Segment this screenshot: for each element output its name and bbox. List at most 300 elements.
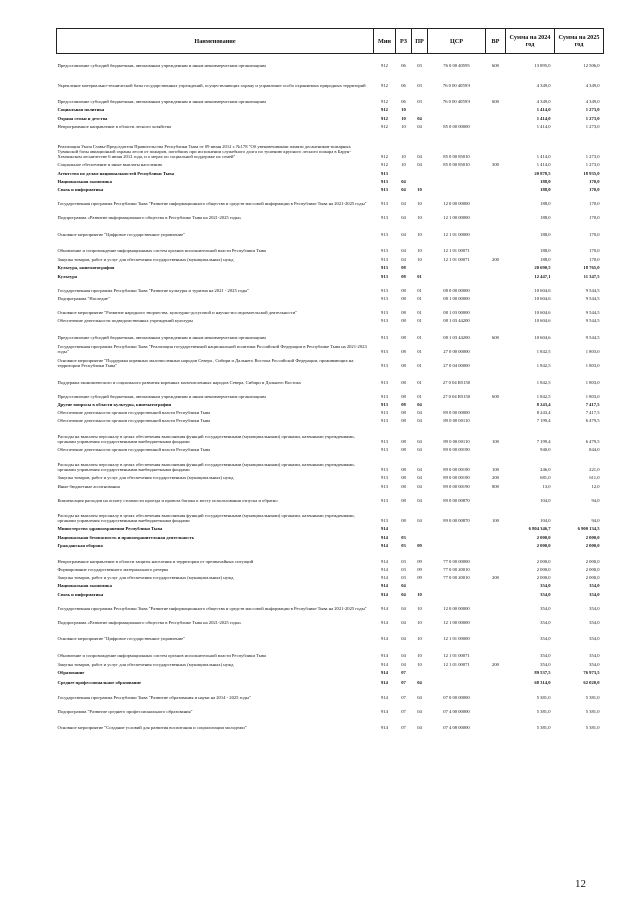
table-cell-csr: 27 0 00 00000 — [443, 349, 470, 355]
table-cell-sum-2025: 9 544,5 — [585, 310, 600, 316]
table-cell-csr: 85 0 00 00000 — [443, 123, 470, 129]
table-row — [57, 675, 604, 685]
table-cell-csr: 27 0 04 R5150 — [442, 379, 471, 385]
table-row — [57, 686, 604, 700]
header-sum-2024: Сумма на 2024 год — [506, 29, 555, 54]
table-row — [57, 54, 604, 68]
table-cell-sum-2025: 4 349,0 — [585, 99, 600, 105]
table-row — [57, 611, 604, 625]
table-cell-sum-2024: 68 314,0 — [534, 680, 551, 686]
table-cell-vr — [486, 523, 506, 531]
table-cell-name: Охрана семьи и детства — [57, 115, 108, 121]
table-row — [57, 452, 604, 472]
table-cell-name: Гражданская оборона — [57, 542, 103, 548]
table-cell-csr: 89 0 00 00190 — [443, 483, 470, 489]
table-cell-name: Социальное обеспечение и иные выплаты населению — [57, 162, 163, 168]
table-cell-rz: 04 — [401, 620, 406, 626]
table-cell-sum-2025: 170,0 — [589, 257, 600, 263]
table-cell-csr: 89 0 00 00000 — [443, 410, 470, 416]
table-cell-name: Государственная программа Республики Тыва "Развитие информационного общества и средств массовой информации в Республике Тыва на 2021-2025 годы" — [57, 605, 367, 611]
table-cell-sum-2024: 20 878,5 — [534, 170, 551, 176]
table-cell-vr: 100 — [492, 467, 499, 473]
table-cell-min: 912 — [381, 82, 388, 88]
table-cell-rz: 03 — [401, 575, 406, 581]
table-row — [57, 192, 604, 206]
table-cell-vr — [486, 700, 506, 714]
table-cell-pr: 01 — [417, 273, 422, 279]
table-cell-sum-2025: 18 765,0 — [583, 265, 600, 271]
table-cell-sum-2025: 170,0 — [589, 201, 600, 207]
table-cell-min: 913 — [381, 483, 388, 489]
table-cell-min: 913 — [381, 257, 388, 263]
table-cell-vr: 600 — [492, 62, 499, 68]
table-cell-name: Подпрограмма "Развитие среднего профессионального образования" — [57, 708, 193, 714]
table-row — [57, 714, 604, 730]
table-cell-name: Реализация Указа Главы-Председателя Правительства Республики Тыва от 09 июня 2012 г. №178 "Об увековечивании памяти десантников-пожарных Тувинской базы авиационной охраны лесов от пожаров, погибших при исполнении служебного долга по тушению крупного лесного пожара в Барун-Хемчикском лесничестве 6 июня 2012 года, и о мерах по социальной поддержке их семей" — [57, 143, 351, 160]
table-cell-vr: 600 — [492, 99, 499, 105]
header-sum-2025: Сумма на 2025 год — [555, 29, 604, 54]
table-cell-sum-2024: 8 243,4 — [536, 402, 551, 408]
table-cell-sum-2025: 354,0 — [589, 652, 600, 658]
table-cell-csr: 12 1 01 00071 — [443, 257, 470, 263]
table-cell-csr — [428, 667, 486, 675]
table-cell-sum-2024: 104,0 — [540, 518, 551, 524]
table-cell-pr: 01 — [417, 310, 422, 316]
table-cell-vr — [486, 540, 506, 548]
table-row — [57, 68, 604, 88]
table-cell-rz: 08 — [401, 287, 406, 293]
table-cell-rz: 04 — [401, 652, 406, 658]
table-cell-vr — [486, 714, 506, 730]
table-cell-vr — [486, 301, 506, 315]
table-cell-sum-2025: 1 803,0 — [585, 393, 600, 399]
table-cell-sum-2024: 5 381,0 — [536, 708, 551, 714]
table-cell-sum-2025: 1 273,0 — [585, 154, 600, 160]
table-cell-rz: 04 — [401, 215, 406, 221]
table-cell-pr: 10 — [417, 620, 422, 626]
table-cell-min: 913 — [381, 318, 388, 324]
table-cell-sum-2025: 354,0 — [589, 591, 600, 597]
table-cell-sum-2024: 354,0 — [540, 620, 551, 626]
table-row — [57, 503, 604, 523]
table-cell-name: Иные бюджетные ассигнования — [57, 483, 120, 489]
table-cell-csr — [428, 540, 486, 548]
table-cell-pr: 01 — [417, 393, 422, 399]
table-cell-vr — [486, 625, 506, 641]
table-cell-sum-2024: 8 243,4 — [536, 410, 551, 416]
table-cell-sum-2025: 12,0 — [591, 483, 600, 489]
table-row — [57, 444, 604, 452]
table-cell-rz — [396, 523, 412, 531]
table-row — [57, 523, 604, 531]
table-cell-rz: 08 — [401, 483, 406, 489]
table-cell-sum-2024: 2 000,0 — [536, 575, 551, 581]
table-cell-sum-2025: 1 803,0 — [585, 363, 600, 369]
table-cell-pr: 10 — [417, 201, 422, 207]
table-cell-name: Подпрограмма «Развитие информационного общества в Республике Тыва на 2021-2025 годы» — [57, 620, 242, 626]
table-cell-rz: 08 — [401, 497, 406, 503]
table-cell-sum-2025: 94,0 — [591, 497, 600, 503]
table-cell-csr: 89 0 00 00870 — [443, 518, 470, 524]
table-cell-sum-2024: 188,0 — [540, 231, 551, 237]
table-cell-sum-2024: 1 414,0 — [536, 154, 551, 160]
table-cell-pr: 04 — [417, 725, 422, 731]
table-cell-sum-2024: 354,0 — [540, 583, 551, 589]
table-row — [57, 221, 604, 237]
table-cell-sum-2025: 6 479,5 — [585, 418, 600, 424]
table-cell-csr: 08 1 03 44200 — [443, 334, 470, 340]
table-cell-min: 912 — [381, 107, 388, 113]
table-cell-min: 913 — [381, 438, 388, 444]
table-body — [57, 54, 604, 731]
table-cell-rz: 08 — [401, 467, 406, 473]
table-row — [57, 315, 604, 323]
table-cell-min: 914 — [381, 567, 388, 573]
table-cell-sum-2024: 4 349,0 — [536, 99, 551, 105]
table-row — [57, 301, 604, 315]
header-min: Мин — [374, 29, 396, 54]
table-cell-name: Предоставление субсидий бюджетным, автономным учреждениям и иным некоммерческим организациям — [57, 62, 266, 68]
table-row — [57, 489, 604, 503]
table-cell-pr: 04 — [417, 467, 422, 473]
table-cell-vr — [486, 686, 506, 700]
table-cell-csr: 08 0 00 00000 — [443, 287, 470, 293]
table-cell-rz: 08 — [401, 363, 406, 369]
table-row — [57, 206, 604, 220]
table-cell-rz: 08 — [401, 418, 406, 424]
table-cell-sum-2025: 18 935,0 — [583, 170, 600, 176]
table-cell-csr — [428, 104, 486, 112]
table-cell-sum-2025: 354,0 — [589, 636, 600, 642]
table-row — [57, 564, 604, 572]
table-cell-name: Закупка товаров, работ и услуг для обеспечения государственных (муниципальных) нужд — [57, 575, 234, 581]
table-cell-csr: 89 0 00 00870 — [443, 497, 470, 503]
table-cell-csr: 77 0 00 20010 — [443, 567, 470, 573]
table-cell-rz: 08 — [401, 318, 406, 324]
table-cell-pr: 03 — [417, 82, 422, 88]
table-cell-sum-2024: 1 414,0 — [536, 115, 551, 121]
table-cell-pr: 10 — [417, 661, 422, 667]
table-row — [57, 407, 604, 415]
table-cell-rz: 07 — [401, 680, 406, 686]
table-cell-csr: 12 1 01 00071 — [443, 652, 470, 658]
table-cell-min: 913 — [381, 215, 388, 221]
table-cell-sum-2025: 5 381,0 — [585, 694, 600, 700]
table-row — [57, 481, 604, 489]
table-cell-pr: 01 — [417, 318, 422, 324]
table-cell-name: Предоставление субсидий бюджетным, автономным учреждениям и иным некоммерческим организациям — [57, 393, 266, 399]
table-cell-rz: 04 — [401, 186, 406, 192]
table-cell-rz: 04 — [401, 583, 406, 589]
table-cell-csr: 76 0 00 4059Э — [442, 82, 471, 88]
table-cell-pr: 10 — [417, 636, 422, 642]
table-cell-sum-2025: 7 417,5 — [585, 410, 600, 416]
table-cell-name: Предоставление субсидий бюджетным, автономным учреждениям и иным некоммерческим организациям — [57, 334, 266, 340]
table-cell-min: 913 — [381, 296, 388, 302]
table-row — [57, 368, 604, 384]
table-cell-pr — [412, 581, 428, 589]
table-cell-min: 913 — [381, 178, 388, 184]
table-cell-sum-2025: 221,0 — [589, 467, 600, 473]
table-cell-pr: 04 — [417, 123, 422, 129]
table-cell-vr — [486, 368, 506, 384]
table-cell-min: 914 — [381, 526, 388, 532]
table-cell-min: 913 — [381, 349, 388, 355]
table-cell-pr: 10 — [417, 652, 422, 658]
table-cell-sum-2025: 2 000,0 — [585, 534, 600, 540]
table-cell-pr: 04 — [417, 418, 422, 424]
table-cell-sum-2025: 9 544,5 — [585, 334, 600, 340]
table-cell-min: 913 — [381, 410, 388, 416]
table-cell-vr: 600 — [492, 334, 499, 340]
table-cell-min: 912 — [381, 162, 388, 168]
table-cell-min: 913 — [381, 518, 388, 524]
table-cell-rz: 08 — [401, 410, 406, 416]
table-cell-vr — [486, 589, 506, 597]
table-cell-pr — [412, 532, 428, 540]
table-cell-sum-2025: 76 973,5 — [583, 670, 600, 676]
table-cell-min: 914 — [381, 636, 388, 642]
table-cell-pr: 01 — [417, 363, 422, 369]
table-cell-sum-2025: 2 000,0 — [585, 567, 600, 573]
table-cell-sum-2024: 188,0 — [540, 186, 551, 192]
table-row — [57, 642, 604, 658]
table-cell-pr: 04 — [417, 115, 422, 121]
table-cell-name: Национальная безопасность и правоохранительная деятельность — [57, 534, 195, 540]
table-cell-name: Основное мероприятие "Цифровое государственное управление" — [57, 231, 186, 237]
header-pr: ПР — [412, 29, 428, 54]
table-cell-sum-2025: 1 273,0 — [585, 115, 600, 121]
table-row — [57, 113, 604, 121]
table-cell-vr — [486, 597, 506, 611]
table-cell-pr: 04 — [417, 446, 422, 452]
table-cell-sum-2025: 354,0 — [589, 620, 600, 626]
table-cell-vr — [486, 415, 506, 423]
table-cell-sum-2025: 1 273,0 — [585, 162, 600, 168]
table-cell-min: 914 — [381, 652, 388, 658]
table-cell-min: 914 — [381, 542, 388, 548]
table-cell-pr: 10 — [417, 215, 422, 221]
table-cell-name: Расходы на выплаты персоналу в целях обеспечения выполнения функций государственными (муниципальными) органами, казенными учреждениями, органами управления государственными внебюджетными фондами — [57, 433, 355, 444]
table-cell-vr — [486, 532, 506, 540]
table-cell-min: 912 — [381, 123, 388, 129]
table-cell-min: 913 — [381, 201, 388, 207]
table-cell-sum-2024: 10 604,6 — [534, 287, 551, 293]
table-cell-min: 914 — [381, 708, 388, 714]
table-cell-sum-2025: 844,0 — [589, 446, 600, 452]
table-cell-sum-2024: 1 842,5 — [536, 393, 551, 399]
table-cell-name: Основное мероприятие "Создание условий для развития воспитания и социализации молодежи" — [57, 725, 247, 731]
table-cell-pr — [412, 667, 428, 675]
table-cell-pr: 09 — [417, 542, 422, 548]
table-cell-vr: 800 — [492, 483, 499, 489]
table-cell-pr: 04 — [417, 154, 422, 160]
table-cell-name: Государственная программа Республики Тыва "Развитие информационного общества и средств массовой информации в Республике Тыва на 2021-2025 годы" — [57, 201, 367, 207]
table-cell-min: 913 — [381, 379, 388, 385]
page-number: 12 — [575, 878, 586, 890]
table-cell-pr — [412, 168, 428, 176]
table-cell-min: 912 — [381, 99, 388, 105]
table-cell-sum-2024: 188,0 — [540, 178, 551, 184]
table-cell-pr: 10 — [417, 605, 422, 611]
table-cell-rz: 04 — [401, 636, 406, 642]
table-cell-vr — [486, 176, 506, 184]
table-cell-csr: 77 0 00 00000 — [443, 559, 470, 565]
table-row — [57, 121, 604, 129]
table-cell-min: 913 — [381, 170, 388, 176]
table-cell-sum-2024: 10 604,6 — [534, 310, 551, 316]
table-cell-name: Обеспечение деятельности органов государственной власти Республики Тыва — [57, 418, 211, 424]
table-cell-sum-2024: 1 414,0 — [536, 123, 551, 129]
table-cell-vr — [486, 192, 506, 206]
table-cell-sum-2024: 354,0 — [540, 605, 551, 611]
table-row — [57, 253, 604, 262]
table-cell-csr — [428, 262, 486, 270]
table-cell-csr: 12 1 01 00000 — [443, 231, 470, 237]
table-cell-vr — [486, 340, 506, 354]
table-cell-csr: 89 0 00 00190 — [443, 467, 470, 473]
table-cell-sum-2024: 188,0 — [540, 215, 551, 221]
table-cell-sum-2024: 188,0 — [540, 248, 551, 254]
table-cell-rz: 07 — [401, 725, 406, 731]
table-row — [57, 424, 604, 444]
table-cell-rz: 04 — [401, 248, 406, 254]
table-cell-sum-2024: 1 414,0 — [536, 162, 551, 168]
table-cell-min: 914 — [381, 605, 388, 611]
table-cell-min: 913 — [381, 273, 388, 279]
table-cell-vr: 200 — [492, 257, 499, 263]
table-cell-name: Основное мероприятие "Поддержка коренных малочисленных народов Севера , Сибири и Дальнего Востока Российской Федерации, проживающих на территории Республики Тыва" — [57, 358, 354, 369]
table-cell-sum-2024: 6 804 346,7 — [528, 526, 551, 532]
table-cell-rz: 10 — [401, 123, 406, 129]
table-cell-sum-2025: 611,0 — [589, 475, 600, 481]
table-cell-rz: 08 — [401, 265, 406, 271]
table-cell-pr — [412, 176, 428, 184]
table-cell-vr: 600 — [492, 393, 499, 399]
table-cell-sum-2024: 2 000,0 — [536, 567, 551, 573]
table-cell-min: 912 — [381, 62, 388, 68]
table-cell-name: Основное мероприятие "Развитие народного творчества, культурно-досуговой и научно-исследовательской деятельности" — [57, 310, 297, 316]
table-cell-sum-2024: 2 000,0 — [536, 542, 551, 548]
table-cell-min: 913 — [381, 265, 388, 271]
table-cell-vr — [486, 667, 506, 675]
table-cell-min: 913 — [381, 402, 388, 408]
table-cell-csr — [428, 532, 486, 540]
table-cell-min: 914 — [381, 575, 388, 581]
table-cell-rz: 03 — [401, 559, 406, 565]
table-cell-sum-2025: 62 020,0 — [583, 680, 600, 686]
table-cell-min: 914 — [381, 694, 388, 700]
table-cell-vr — [486, 113, 506, 121]
table-cell-name: Обеспечение деятельности подведомственных учреждений культуры — [57, 318, 193, 324]
table-cell-csr: 12 1 01 00000 — [443, 636, 470, 642]
table-cell-sum-2025: 4 349,0 — [585, 82, 600, 88]
table-cell-csr — [428, 523, 486, 531]
header-rz: РЗ — [396, 29, 412, 54]
table-cell-csr — [428, 168, 486, 176]
table-cell-vr — [486, 68, 506, 88]
table-cell-csr: 89 0 00 00110 — [443, 438, 470, 444]
table-cell-sum-2024: 89 537,5 — [534, 670, 551, 676]
table-cell-vr — [486, 611, 506, 625]
table-cell-csr: 12 0 00 00000 — [443, 201, 470, 207]
table-cell-rz: 03 — [401, 534, 406, 540]
table-row — [57, 385, 604, 399]
table-cell-vr — [486, 168, 506, 176]
table-cell-csr — [428, 589, 486, 597]
table-cell-vr: 200 — [492, 475, 499, 481]
table-cell-sum-2024: 10 604,6 — [534, 296, 551, 302]
table-cell-min: 914 — [381, 583, 388, 589]
table-cell-csr: 08 1 00 00000 — [443, 296, 470, 302]
table-cell-sum-2024: 104,0 — [540, 497, 551, 503]
table-row — [57, 472, 604, 480]
table-cell-min: 913 — [381, 186, 388, 192]
table-cell-name: Подпрограмма "Наследие" — [57, 296, 110, 302]
table-cell-sum-2025: 1 273,0 — [585, 107, 600, 113]
table-cell-rz: 06 — [401, 82, 406, 88]
table-cell-rz: 04 — [401, 231, 406, 237]
budget-sheet — [56, 28, 603, 730]
table-cell-rz: 08 — [401, 475, 406, 481]
table-cell-csr: 27 0 04 00000 — [443, 363, 470, 369]
table-cell-sum-2024: 354,0 — [540, 591, 551, 597]
table-cell-pr: 10 — [417, 231, 422, 237]
table-cell-csr: 08 1 03 44200 — [443, 318, 470, 324]
table-cell-sum-2025: 354,0 — [589, 605, 600, 611]
header-name: Наименование — [57, 29, 374, 54]
table-cell-min: 913 — [381, 334, 388, 340]
table-cell-csr: 76 0 00 4059Э — [442, 99, 471, 105]
table-cell-min: 914 — [381, 661, 388, 667]
table-cell-sum-2024: 2 000,0 — [536, 534, 551, 540]
table-cell-name: Обновление и сопровождение информационных систем органов исполнительной власти Республики Тыва — [57, 248, 266, 254]
table-cell-pr: 10 — [417, 591, 422, 597]
table-row — [57, 667, 604, 675]
table-cell-csr — [428, 399, 486, 407]
table-row — [57, 340, 604, 354]
table-cell-sum-2024: 20 690,5 — [534, 265, 551, 271]
table-cell-csr: 12 1 01 00071 — [443, 248, 470, 254]
table-cell-vr — [486, 354, 506, 368]
table-cell-min: 914 — [381, 559, 388, 565]
table-cell-name: Агентство по делам национальностей Республики Тыва — [57, 170, 175, 176]
table-cell-rz: 04 — [401, 591, 406, 597]
table-cell-sum-2025: 7 417,5 — [585, 402, 600, 408]
table-cell-sum-2025: 170,0 — [589, 248, 600, 254]
table-cell-vr — [486, 399, 506, 407]
table-cell-sum-2024: 354,0 — [540, 636, 551, 642]
table-cell-pr: 04 — [417, 708, 422, 714]
table-cell-vr — [486, 271, 506, 279]
table-cell-name: Государственная программа Республики Тыва "Реализация государственной национальной политики Российской Федерации в Республике Тыва на 2021-2023 годы" — [57, 343, 367, 355]
table-cell-csr: 07 0 00 00000 — [443, 694, 470, 700]
table-row — [57, 279, 604, 293]
table-cell-pr: 04 — [417, 475, 422, 481]
table-row — [57, 324, 604, 340]
table-cell-sum-2024: 246,0 — [540, 467, 551, 473]
table-row — [57, 581, 604, 589]
table-cell-name: Обновление и сопровождение информационных систем органов исполнительной власти Республики Тыва — [57, 652, 266, 658]
table-cell-name: Подпрограмма «Развитие информационного общества в Республике Тыва на 2021-2025 годы» — [57, 215, 242, 221]
table-cell-sum-2025: 5 381,0 — [585, 725, 600, 731]
table-cell-rz: 04 — [401, 605, 406, 611]
table-cell-sum-2025: 1 273,0 — [585, 123, 600, 129]
table-cell-name: Другие вопросы в области культуры, кинематографии — [57, 402, 172, 408]
table-cell-min: 913 — [381, 393, 388, 399]
table-cell-sum-2024: 940,0 — [540, 446, 551, 452]
table-cell-pr: 04 — [417, 402, 422, 408]
